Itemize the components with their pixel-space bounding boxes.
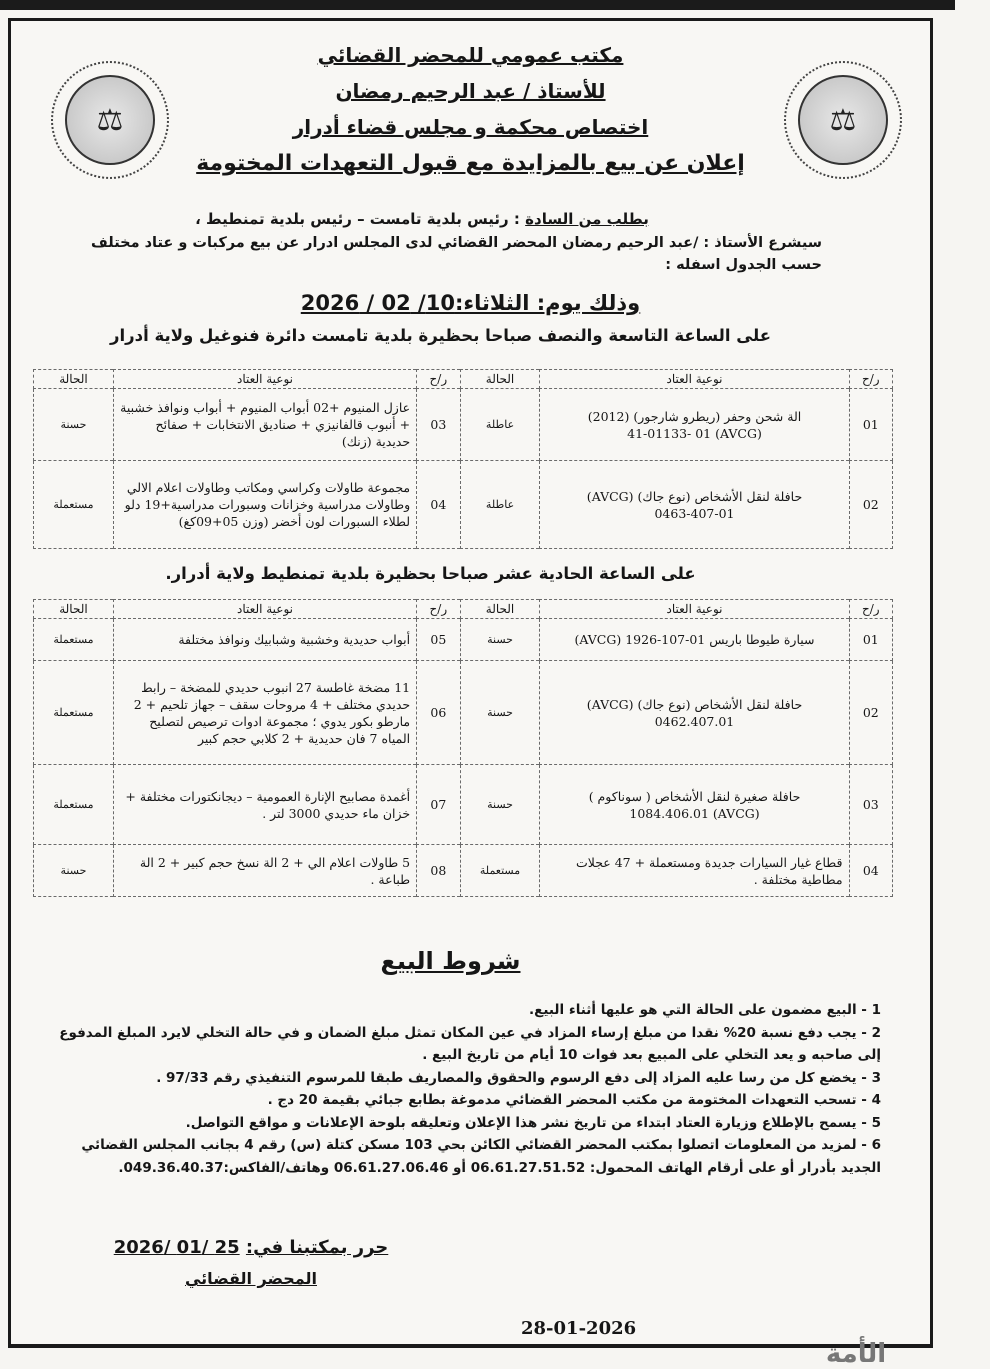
- item-desc-line2: 0462.407.01: [654, 713, 735, 729]
- item-num: 02: [849, 661, 892, 765]
- office-heading: مكتب عمومي للمحضر القضائي: [317, 43, 624, 67]
- item-status: مستعملة: [34, 765, 114, 845]
- item-num: 04: [417, 461, 460, 549]
- item-num: 04: [849, 845, 892, 897]
- item-status: حسنة: [460, 661, 540, 765]
- condition-item: 3 - يخضع كل من رسا عليه المزاد إلى دفع الرسوم والحقوق والمصاريف طبقا للمرسوم التنفيذي رقم 97/33 .: [156, 1069, 881, 1086]
- item-num: 07: [417, 765, 460, 845]
- requested-by-value: : رئيس بلدية تامست – رئيس بلدية تمنطيط ،: [195, 210, 520, 228]
- item-desc: [540, 389, 849, 461]
- jurisdiction: اختصاص محكمة و مجلس قضاء أدرار: [292, 115, 649, 139]
- table-row: [34, 389, 893, 461]
- session-1-table: [33, 369, 893, 549]
- intro-line-2: سيشرع الأستاذ : /عبد الرحيم رمضان المحضر القضائي لدى المجلس ادرار عن بيع مركبات و عتاد مختلف: [91, 235, 822, 251]
- item-status: عاطلة: [460, 461, 540, 549]
- item-num: 03: [417, 389, 460, 461]
- written-at-line: [101, 1237, 401, 1258]
- auction-date-value: 10/ 02 / 2026: [300, 291, 455, 315]
- requested-by-line: [22, 209, 822, 230]
- table-row: [34, 765, 893, 845]
- col-type-header: نوعية العتاد: [113, 370, 416, 389]
- col-status-header: الحالة: [460, 600, 540, 619]
- table-row: [34, 661, 893, 765]
- item-desc: 5 طاولات اعلام الي + 2 الة نسخ حجم كبير + 2 الة طباعة .: [113, 845, 416, 897]
- signer: [101, 1269, 401, 1288]
- table-header-row: [34, 370, 893, 389]
- col-status-header: الحالة: [34, 370, 114, 389]
- bailiff-name: للأستاذ / عبد الرحيم رمضان: [335, 79, 606, 103]
- publication-date: 28-01-2026: [515, 1318, 642, 1339]
- col-num-header: ر/ح: [417, 600, 460, 619]
- item-desc-line1: حافلة صغيرة لنقل الأشخاص ( سوناكوم ): [588, 788, 801, 804]
- item-desc: عازل المنيوم +02 أبواب المنيوم + أبواب ونوافذ خشبية + أنبوب قالفانيزي + صناديق الانتخابات + صفائح حديدية (زنك): [113, 389, 416, 461]
- item-num: 05: [417, 619, 460, 661]
- item-desc-line2: (AVCG) 41-01133- 01: [627, 425, 762, 441]
- item-desc-line1: حافلة لنقل الأشخاص (نوع جاك) (AVCG): [586, 696, 803, 712]
- item-status: حسنة: [460, 765, 540, 845]
- announcement-frame: [8, 18, 933, 1369]
- intro-line-3: حسب الجدول اسفله :: [665, 257, 822, 273]
- item-status: مستعملة: [34, 461, 114, 549]
- conditions-title: شروط البيع: [380, 947, 521, 975]
- announcement-title: إعلان عن بيع بالمزايدة مع قبول التعهدات المختومة: [196, 151, 745, 176]
- auction-date-label: وذلك يوم: الثلاثاء:: [454, 291, 641, 315]
- item-num: 02: [849, 461, 892, 549]
- item-status: حسنة: [34, 845, 114, 897]
- table-row: [34, 845, 893, 897]
- item-desc: قطاع غيار السيارات جديدة ومستعملة + 47 عجلات مطاطية مختلفة .: [540, 845, 849, 897]
- col-num-header: ر/ح: [849, 600, 892, 619]
- col-num-header: ر/ح: [849, 370, 892, 389]
- newspaper-logo: [796, 1336, 916, 1368]
- scales-of-justice-icon: ⚖: [798, 75, 888, 165]
- item-desc: سيارة طيوطا باريس 01-107-1926 (AVCG): [540, 619, 849, 661]
- table-row: [34, 461, 893, 549]
- col-type-header: نوعية العتاد: [540, 600, 849, 619]
- item-status: مستعملة: [34, 619, 114, 661]
- written-at-label: حرر بمكتبنا في:: [245, 1237, 389, 1258]
- item-num: 06: [417, 661, 460, 765]
- item-status: عاطلة: [460, 389, 540, 461]
- condition-item: 4 - تسحب التعهدات المختومة من مكتب المحضر القضائي مدموغة بطابع جبائي بقيمة 20 دج .: [267, 1092, 881, 1108]
- newspaper-logo-text: الأمة: [825, 1339, 887, 1369]
- item-desc-line2: 0463-407-01: [654, 505, 735, 521]
- conditions-list: [41, 999, 881, 1179]
- condition-item: 2 - يجب دفع نسبة 20% نقدا من مبلغ إرساء المزاد في عين المكان تمثل مبلغ الضمان و في حالة التخلي لايرد المبلغ المدفوع إلى صاحبه و يعد التخلي على المبيع بعد فوات 10 أيام من تاريخ البيع .: [59, 1024, 881, 1063]
- session-2-heading: على الساعة الحادية عشر صباحا بحظيرة بلدية تمنطيط ولاية أدرار.: [165, 564, 696, 583]
- col-status-header: الحالة: [34, 600, 114, 619]
- item-desc: [540, 765, 849, 845]
- col-num-header: ر/ح: [417, 370, 460, 389]
- item-desc: [540, 461, 849, 549]
- item-desc: أغمدة مصابيح الإنارة العمومية – ديجانكتورات مختلفة + خزان ماء حديدي 3000 لتر .: [113, 765, 416, 845]
- item-num: 01: [849, 389, 892, 461]
- table-row: [34, 619, 893, 661]
- item-num: 08: [417, 845, 460, 897]
- item-desc-line1: الة شحن وحفر (ريطرو شارجور) (2012): [587, 408, 802, 424]
- requested-by-label: بطلب من السادة: [525, 210, 649, 228]
- item-desc-line2: (AVCG) 1084.406.01: [629, 805, 760, 821]
- item-num: 01: [849, 619, 892, 661]
- condition-item: 6 - لمزيد من المعلومات اتصلوا بمكتب المحضر القضائي الكائن بحي 103 مسكن كتلة (س) رقم 4 بجانب المجلس القضائي الجديد بأدرار أو على أرقام الهاتف المحمول: 06.61.27.51.52 أو 06.61.27.06.46 وهاتف/الفاكس:049.36.40.37.: [81, 1137, 881, 1176]
- item-desc: [540, 661, 849, 765]
- condition-item: 1 - البيع مضمون على الحالة التي هو عليها أثناء البيع.: [529, 1002, 881, 1018]
- scales-of-justice-icon: ⚖: [65, 75, 155, 165]
- top-dark-bar: [0, 0, 955, 10]
- item-status: حسنة: [34, 389, 114, 461]
- item-desc: 11 مضخة غاطسة 27 انبوب حديدي للمضخة – رابط حديدي مختلف + 4 مروحات سقف – جهاز تلحيم + 2 مارطو بكور يدوي ؛ مجموعة ادوات ترصيص لتصليح المياه 7 فان حديدية + 2 كلابي حجم كبير: [113, 661, 416, 765]
- session-1-heading: على الساعة التاسعة والنصف صباحا بحظيرة بلدية تامست دائرة فنوغيل ولاية أدرار: [110, 326, 771, 345]
- item-status: حسنة: [460, 619, 540, 661]
- col-type-header: نوعية العتاد: [540, 370, 849, 389]
- item-desc-line1: حافلة لنقل الأشخاص (نوع جاك) (AVCG): [586, 488, 803, 504]
- item-num: 03: [849, 765, 892, 845]
- item-status: مستعملة: [34, 661, 114, 765]
- condition-item: 5 - يسمح بالإطلاع وزيارة العتاد ابتداء من تاريخ نشر هذا الإعلان وتعليقه بلوحة الإعلانات و مواقع التواصل.: [185, 1114, 881, 1131]
- session-2-table: [33, 599, 893, 897]
- item-desc: مجموعة طاولات وكراسي ومكاتب وطاولات اعلام الالي وطاولات مدراسية وخزانات وسبورات مدراسية+19 دلو لطلاء السبورات لون أخضر (وزن 05+09كغ): [113, 461, 416, 549]
- item-status: مستعملة: [460, 845, 540, 897]
- col-status-header: الحالة: [460, 370, 540, 389]
- col-type-header: نوعية العتاد: [113, 600, 416, 619]
- written-at-date: 25 /01 /2026: [113, 1237, 240, 1258]
- auction-date-line: [11, 291, 930, 315]
- item-desc: أبواب حديدية وخشبية وشبابيك ونوافذ مختلفة: [113, 619, 416, 661]
- table-header-row: [34, 600, 893, 619]
- signer-title: المحضر القضائي: [184, 1269, 317, 1288]
